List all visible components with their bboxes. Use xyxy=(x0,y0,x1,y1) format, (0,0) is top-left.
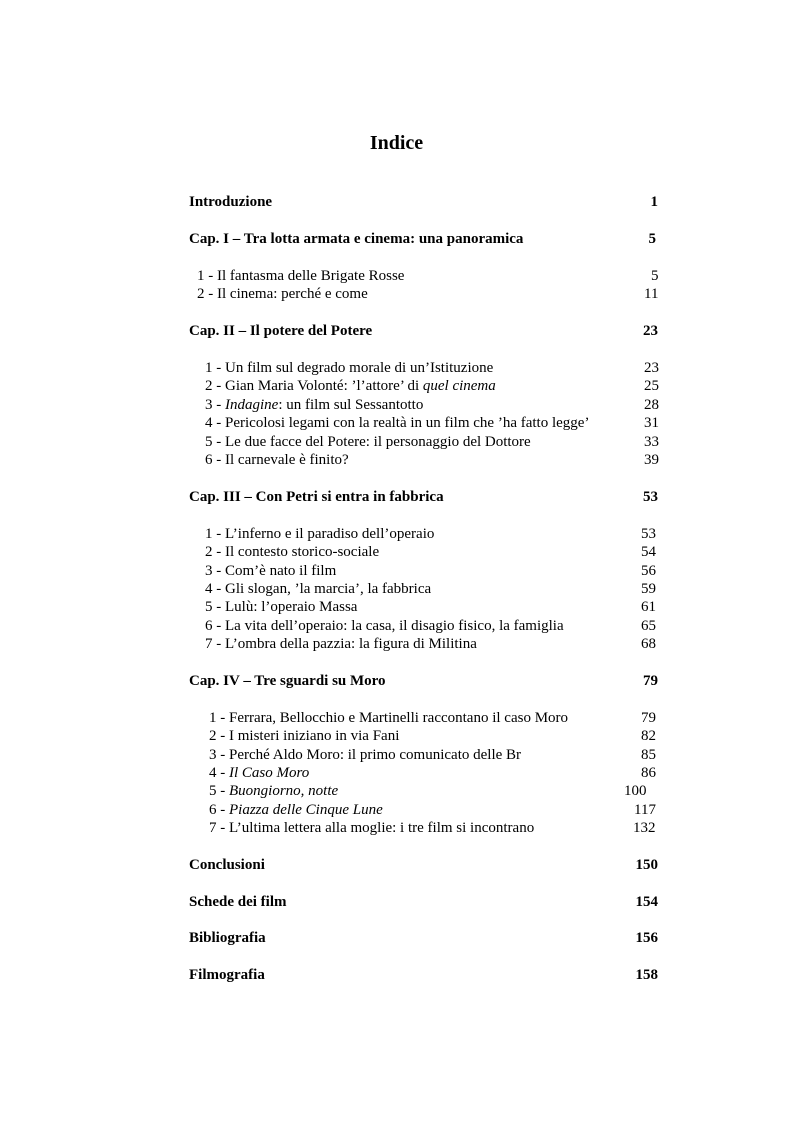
toc-section-4-2[interactable] xyxy=(209,727,793,745)
toc-section-page: 132 xyxy=(633,820,656,836)
toc-section-2-5[interactable] xyxy=(205,433,793,451)
toc-section-4-3[interactable] xyxy=(209,746,793,764)
toc-section-page: 28 xyxy=(644,397,659,413)
toc-section-2-2[interactable] xyxy=(205,377,793,395)
toc-section-label: 4 - Pericolosi legami con la realtà in un film che ’ha fatto legge’ xyxy=(205,415,590,431)
toc-entry-page: 156 xyxy=(635,930,658,946)
toc-section-page: 33 xyxy=(644,434,659,450)
toc-entry-page: 150 xyxy=(635,857,658,873)
toc-section-page: 79 xyxy=(641,710,656,726)
toc-section-label: 1 - Un film sul degrado morale di un’Istituzione xyxy=(205,360,494,376)
toc-section-page: 31 xyxy=(644,415,659,431)
toc-section-4-4[interactable] xyxy=(209,764,793,782)
toc-section-3-4[interactable] xyxy=(205,580,793,598)
toc-entry-bibliografia[interactable] xyxy=(189,929,658,947)
toc-section-label: 2 - Il cinema: perché e come xyxy=(197,286,368,302)
toc-entry-page: 154 xyxy=(635,894,658,910)
toc-section-label: 7 - L’ombra della pazzia: la figura di Militina xyxy=(205,636,477,652)
toc-section-label: 2 - I misteri iniziano in via Fani xyxy=(209,728,400,744)
toc-entry-label: Introduzione xyxy=(189,194,273,210)
toc-chapter-page: 79 xyxy=(643,673,658,689)
toc-section-3-3[interactable] xyxy=(205,562,793,580)
toc-section-2-4[interactable] xyxy=(205,414,793,432)
toc-section-label: 2 - Gian Maria Volonté: ’l’attore’ di quel cinema xyxy=(205,378,496,394)
toc-section-3-5[interactable] xyxy=(205,598,793,616)
toc-section-page: 86 xyxy=(641,765,656,781)
toc-section-page: 11 xyxy=(644,286,659,302)
toc-section-page: 82 xyxy=(641,728,656,744)
toc-chapter-page: 23 xyxy=(643,323,658,339)
toc-chapter-label: Cap. III – Con Petri si entra in fabbrica xyxy=(189,489,444,505)
toc-chapter-2[interactable] xyxy=(189,322,658,340)
toc-entry-page: 158 xyxy=(635,967,658,983)
toc-section-page: 25 xyxy=(644,378,659,394)
toc-chapter-label: Cap. I – Tra lotta armata e cinema: una panoramica xyxy=(189,231,524,247)
toc-section-3-1[interactable] xyxy=(205,525,793,543)
toc-section-page: 68 xyxy=(641,636,656,652)
toc-section-3-7[interactable] xyxy=(205,635,793,653)
toc-entry-introduzione[interactable] xyxy=(189,193,658,211)
toc-section-page: 23 xyxy=(644,360,659,376)
toc-section-page: 53 xyxy=(641,526,656,542)
toc-section-page: 65 xyxy=(641,618,656,634)
toc-entry-filmografia[interactable] xyxy=(189,966,658,984)
toc-section-label: 5 - Le due facce del Potere: il personaggio del Dottore xyxy=(205,434,531,450)
toc-entry-label: Conclusioni xyxy=(189,857,265,873)
toc-section-4-6[interactable] xyxy=(209,801,793,819)
toc-section-label: 3 - Perché Aldo Moro: il primo comunicato delle Br xyxy=(209,747,522,763)
toc-section-label: 3 - Indagine: un film sul Sessantotto xyxy=(205,397,424,413)
toc-section-page: 59 xyxy=(641,581,656,597)
toc-section-label: 4 - Il Caso Moro xyxy=(209,765,310,781)
toc-chapter-1[interactable] xyxy=(189,230,656,248)
toc-section-page: 56 xyxy=(641,563,656,579)
toc-section-page: 85 xyxy=(641,747,656,763)
toc-section-label: 1 - Il fantasma delle Brigate Rosse xyxy=(197,268,405,284)
toc-section-label: 5 - Buongiorno, notte xyxy=(209,783,339,799)
toc-entry-label: Schede dei film xyxy=(189,894,287,910)
toc-section-2-6[interactable] xyxy=(205,451,793,469)
toc-entry-conclusioni[interactable] xyxy=(189,856,658,874)
toc-section-label: 2 - Il contesto storico-sociale xyxy=(205,544,380,560)
toc-section-page: 5 xyxy=(651,268,659,284)
toc-section-1-1[interactable] xyxy=(197,267,793,285)
toc-section-label: 6 - Il carnevale è finito? xyxy=(205,452,349,468)
toc-entry-page: 1 xyxy=(650,194,658,210)
toc-section-label: 1 - Ferrara, Bellocchio e Martinelli raccontano il caso Moro xyxy=(209,710,569,726)
toc-section-3-6[interactable] xyxy=(205,617,793,635)
toc-section-page: 100 xyxy=(624,783,647,799)
page-title: Indice xyxy=(369,132,424,154)
toc-section-page: 54 xyxy=(641,544,656,560)
toc-section-2-3[interactable] xyxy=(205,396,793,414)
toc-section-label: 1 - L’inferno e il paradiso dell’operaio xyxy=(205,526,435,542)
toc-section-label: 4 - Gli slogan, ’la marcia’, la fabbrica xyxy=(205,581,432,597)
toc-entry-schede[interactable] xyxy=(189,893,658,911)
toc-section-1-2[interactable] xyxy=(197,285,793,303)
toc-section-3-2[interactable] xyxy=(205,543,793,561)
toc-chapter-page: 5 xyxy=(648,231,656,247)
toc-entry-label: Filmografia xyxy=(189,967,265,983)
toc-chapter-page: 53 xyxy=(643,489,658,505)
toc-section-label: 6 - Piazza delle Cinque Lune xyxy=(209,802,383,818)
toc-chapter-4[interactable] xyxy=(189,672,658,690)
toc-section-4-5[interactable] xyxy=(209,782,793,800)
toc-entry-label: Bibliografia xyxy=(189,930,266,946)
toc-section-label: 5 - Lulù: l’operaio Massa xyxy=(205,599,358,615)
toc-chapter-3[interactable] xyxy=(189,488,658,506)
toc-section-4-1[interactable] xyxy=(209,709,793,727)
toc-chapter-label: Cap. II – Il potere del Potere xyxy=(189,323,373,339)
toc-section-page: 117 xyxy=(634,802,656,818)
toc-section-2-1[interactable] xyxy=(205,359,793,377)
toc-section-label: 6 - La vita dell’operaio: la casa, il disagio fisico, la famiglia xyxy=(205,618,564,634)
toc-section-label: 7 - L’ultima lettera alla moglie: i tre film si incontrano xyxy=(209,820,535,836)
toc-section-page: 39 xyxy=(644,452,659,468)
toc-chapter-label: Cap. IV – Tre sguardi su Moro xyxy=(189,673,386,689)
toc-section-page: 61 xyxy=(641,599,656,615)
toc-section-4-7[interactable] xyxy=(209,819,793,837)
toc-section-label: 3 - Com’è nato il film xyxy=(205,563,337,579)
